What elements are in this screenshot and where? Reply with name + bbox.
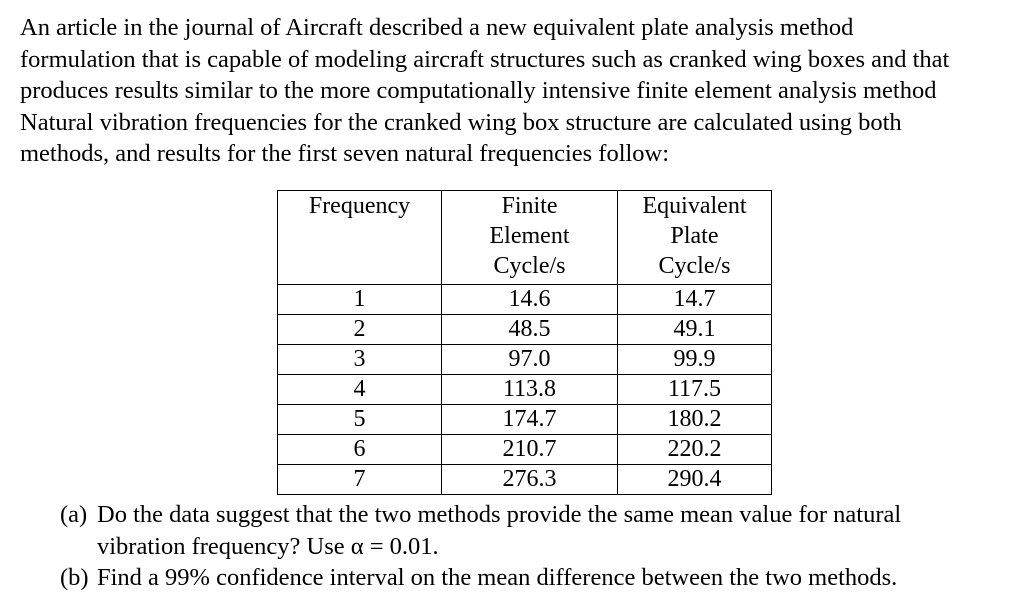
cell-frequency: 7: [278, 465, 442, 495]
table-row: [278, 405, 772, 435]
cell-finite-element: 97.0: [442, 345, 618, 375]
cell-frequency: 4: [278, 375, 442, 405]
header-label: Plate: [670, 223, 719, 249]
header-frequency: [278, 191, 442, 285]
intro-line: Natural vibration frequencies for the cranked wing box structure are calculated using both: [20, 108, 902, 136]
cell-equivalent-plate: 99.9: [618, 345, 772, 375]
cell-finite-element: 14.6: [442, 285, 618, 315]
cell-finite-element: 48.5: [442, 315, 618, 345]
cell-equivalent-plate: 117.5: [618, 375, 772, 405]
cell-frequency: 6: [278, 435, 442, 465]
cell-finite-element: 210.7: [442, 435, 618, 465]
cell-finite-element: 276.3: [442, 465, 618, 495]
header-frequency-label: Frequency: [308, 193, 411, 219]
intro-line: produces results similar to the more computationally intensive finite element analysis method: [20, 77, 937, 104]
problem-statement: [20, 12, 1010, 170]
question-label: (b): [60, 564, 89, 591]
table-header-row: [278, 191, 772, 285]
cell-equivalent-plate: 180.2: [618, 405, 772, 435]
header-unit: Cycle/s: [658, 253, 731, 279]
cell-frequency: 2: [278, 315, 442, 345]
intro-line: methods, and results for the first seven natural frequencies follow:: [20, 140, 670, 167]
intro-line: formulation that is capable of modeling aircraft structures such as cranked wing boxes and that: [20, 45, 950, 73]
table-row: [278, 285, 772, 315]
cell-frequency: 1: [278, 285, 442, 315]
header-label: Equivalent: [642, 193, 747, 219]
table-row: [278, 435, 772, 465]
intro-line: An article in the journal of Aircraft described a new equivalent plate analysis method: [20, 14, 854, 41]
frequency-table: [277, 190, 772, 495]
question-list: [60, 499, 1010, 594]
question-a: [60, 499, 1010, 562]
table-row: [278, 375, 772, 405]
question-text: vibration frequency? Use α = 0.01.: [97, 532, 439, 560]
question-text: Find a 99% confidence interval on the mean difference between the two methods.: [97, 564, 898, 591]
cell-equivalent-plate: 49.1: [618, 315, 772, 345]
question-text: Do the data suggest that the two methods provide the same mean value for natural: [97, 501, 902, 528]
cell-frequency: 3: [278, 345, 442, 375]
header-label: Element: [489, 223, 570, 249]
header-unit: Cycle/s: [493, 253, 566, 279]
table-row: [278, 465, 772, 495]
table-row: [278, 345, 772, 375]
cell-equivalent-plate: 220.2: [618, 435, 772, 465]
cell-frequency: 5: [278, 405, 442, 435]
table-row: [278, 315, 772, 345]
cell-finite-element: 174.7: [442, 405, 618, 435]
cell-equivalent-plate: 290.4: [618, 465, 772, 495]
question-label: (a): [60, 501, 88, 528]
header-equivalent-plate: [618, 191, 772, 285]
cell-equivalent-plate: 14.7: [618, 285, 772, 315]
cell-finite-element: 113.8: [442, 375, 618, 405]
header-label: Finite: [501, 193, 558, 219]
header-finite-element: [442, 191, 618, 285]
question-b: [60, 562, 1010, 594]
